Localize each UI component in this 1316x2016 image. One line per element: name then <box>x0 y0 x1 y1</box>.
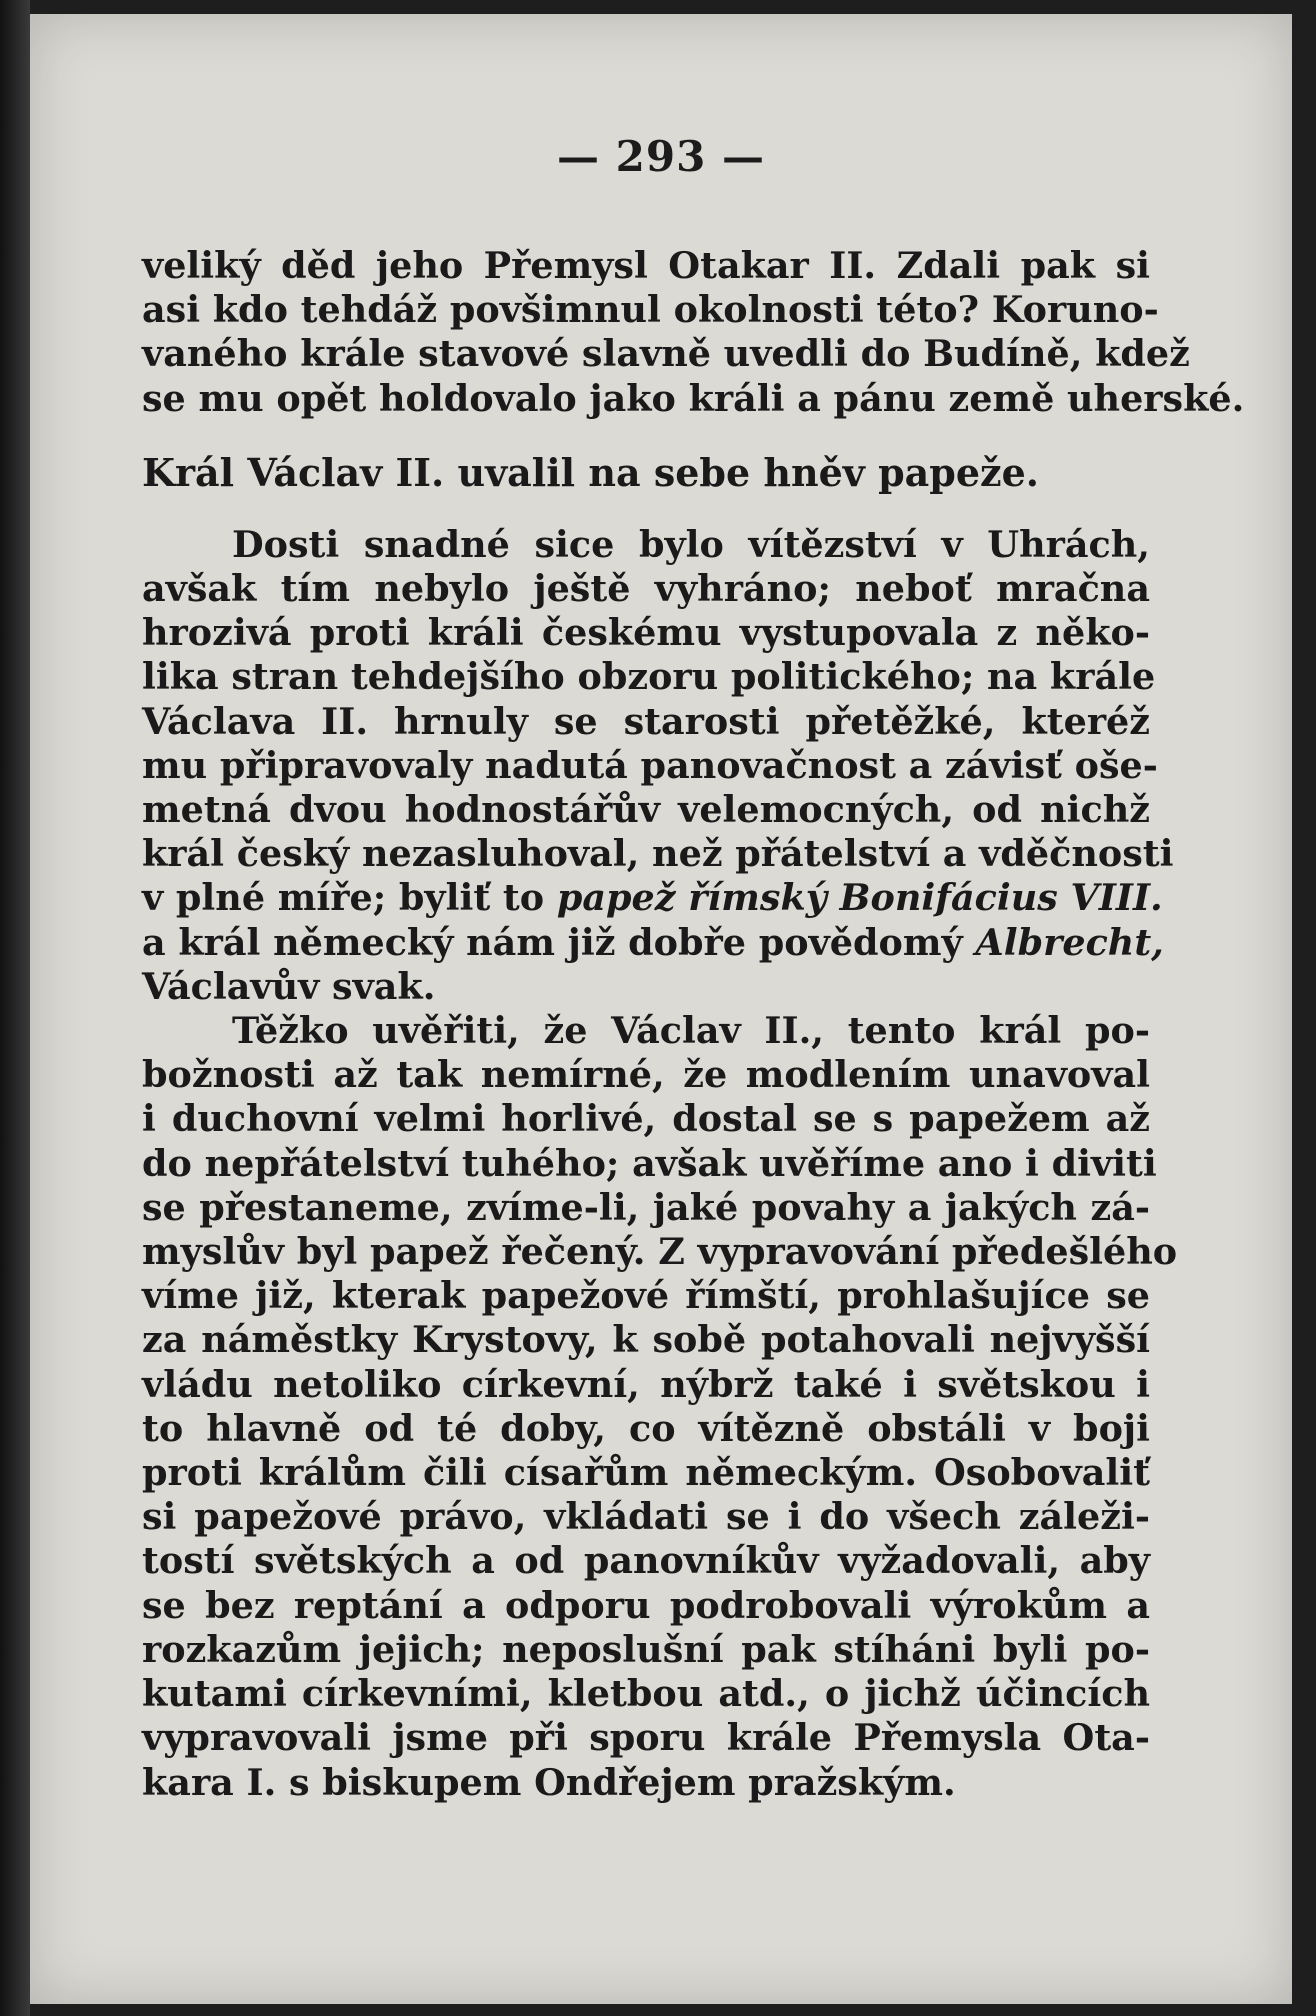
intro-paragraph <box>142 244 1245 421</box>
book-page <box>30 14 1292 2004</box>
text-line: i duchovní velmi horlivé, dostal se s papežem až <box>142 1097 1150 1141</box>
text-line: veliký děd jeho Přemysl Otakar II. Zdali pak si <box>142 244 1150 287</box>
italic-name: Albrecht, <box>975 920 1164 964</box>
text-line: proti králům čili císařům německým. Osobovaliť <box>142 1451 1150 1495</box>
text-line: hrozivá proti králi českému vystupovala z něko- <box>142 611 1150 655</box>
text-line: kara I. s biskupem Ondřejem pražským. <box>142 1760 956 1804</box>
text-line: metná dvou hodnostářův velemocných, od nichž <box>142 788 1150 832</box>
text-line: se přestaneme, zvíme-li, jaké povahy a jakých zá- <box>142 1185 1150 1229</box>
text-run: a král německý nám již dobře povědomý <box>142 920 976 964</box>
text-line: za náměstky Krystovy, k sobě potahovali nejvyšší <box>142 1318 1150 1362</box>
book-spine <box>0 0 30 2016</box>
text-line: Dosti snadné sice bylo vítězství v Uhrách, <box>232 522 1150 566</box>
text-line: se bez reptání a odporu podrobovali výrokům a <box>142 1583 1150 1627</box>
text-line <box>142 920 1164 965</box>
text-line: božnosti až tak nemírné, že modlením unavoval <box>142 1053 1150 1097</box>
text-line: do nepřátelství tuhého; avšak uvěříme ano i diviti <box>142 1141 1157 1185</box>
text-line: lika stran tehdejšího obzoru politického; na krále <box>142 655 1156 699</box>
paragraph-1 <box>142 522 1174 1009</box>
text-line: vypravovali jsme při sporu krále Přemysla Ota- <box>142 1716 1150 1760</box>
text-line: vládu netoliko církevní, nýbrž také i světskou i <box>142 1362 1150 1406</box>
text-line: tostí světských a od panovníkův vyžadovali, aby <box>142 1539 1150 1583</box>
paragraph-2 <box>142 1009 1178 1805</box>
text-line: si papežové právo, vkládati se i do všech záleži- <box>142 1495 1150 1539</box>
section-heading: Král Václav II. uvalil na sebe hněv papeže. <box>142 449 1040 495</box>
text-line: víme již, kterak papežové římští, prohlašujíce se <box>142 1274 1150 1318</box>
text-line: Těžko uvěřiti, že Václav II., tento král po- <box>232 1009 1150 1053</box>
text-line: to hlavně od té doby, co vítězně obstáli v boji <box>142 1406 1150 1450</box>
text-run: v plné míře; byliť to <box>142 876 557 920</box>
italic-name: papež římský Bonifácius VIII. <box>556 876 1163 920</box>
text-block <box>142 244 1245 1805</box>
text-line: se mu opět holdovalo jako králi a pánu země uherské. <box>142 376 1245 420</box>
text-line <box>142 876 1163 920</box>
text-line: Václava II. hrnuly se starosti přetěžké, kteréž <box>142 699 1150 743</box>
text-line: mu připravovaly nadutá panovačnost a závisť oše- <box>142 743 1158 787</box>
text-line: avšak tím nebylo ještě vyhráno; neboť mračna <box>142 567 1150 611</box>
text-line: Václavův svak. <box>142 964 436 1008</box>
text-line: vaného krále stavové slavně uvedli do Budíně, kdež <box>142 332 1190 376</box>
text-line: kutami církevními, kletbou atd., o jichž účincích <box>142 1672 1150 1716</box>
text-line: asi kdo tehdáž povšimnul okolnosti této? Koruno- <box>142 288 1159 332</box>
text-line: král český nezasluhoval, než přátelství a vděčnosti <box>142 832 1174 876</box>
page-number: — 293 — <box>557 132 765 181</box>
text-line: rozkazům jejich; neposlušní pak stíháni byli po- <box>142 1627 1150 1671</box>
text-line: myslův byl papež řečený. Z vypravování předešlého <box>142 1230 1178 1274</box>
